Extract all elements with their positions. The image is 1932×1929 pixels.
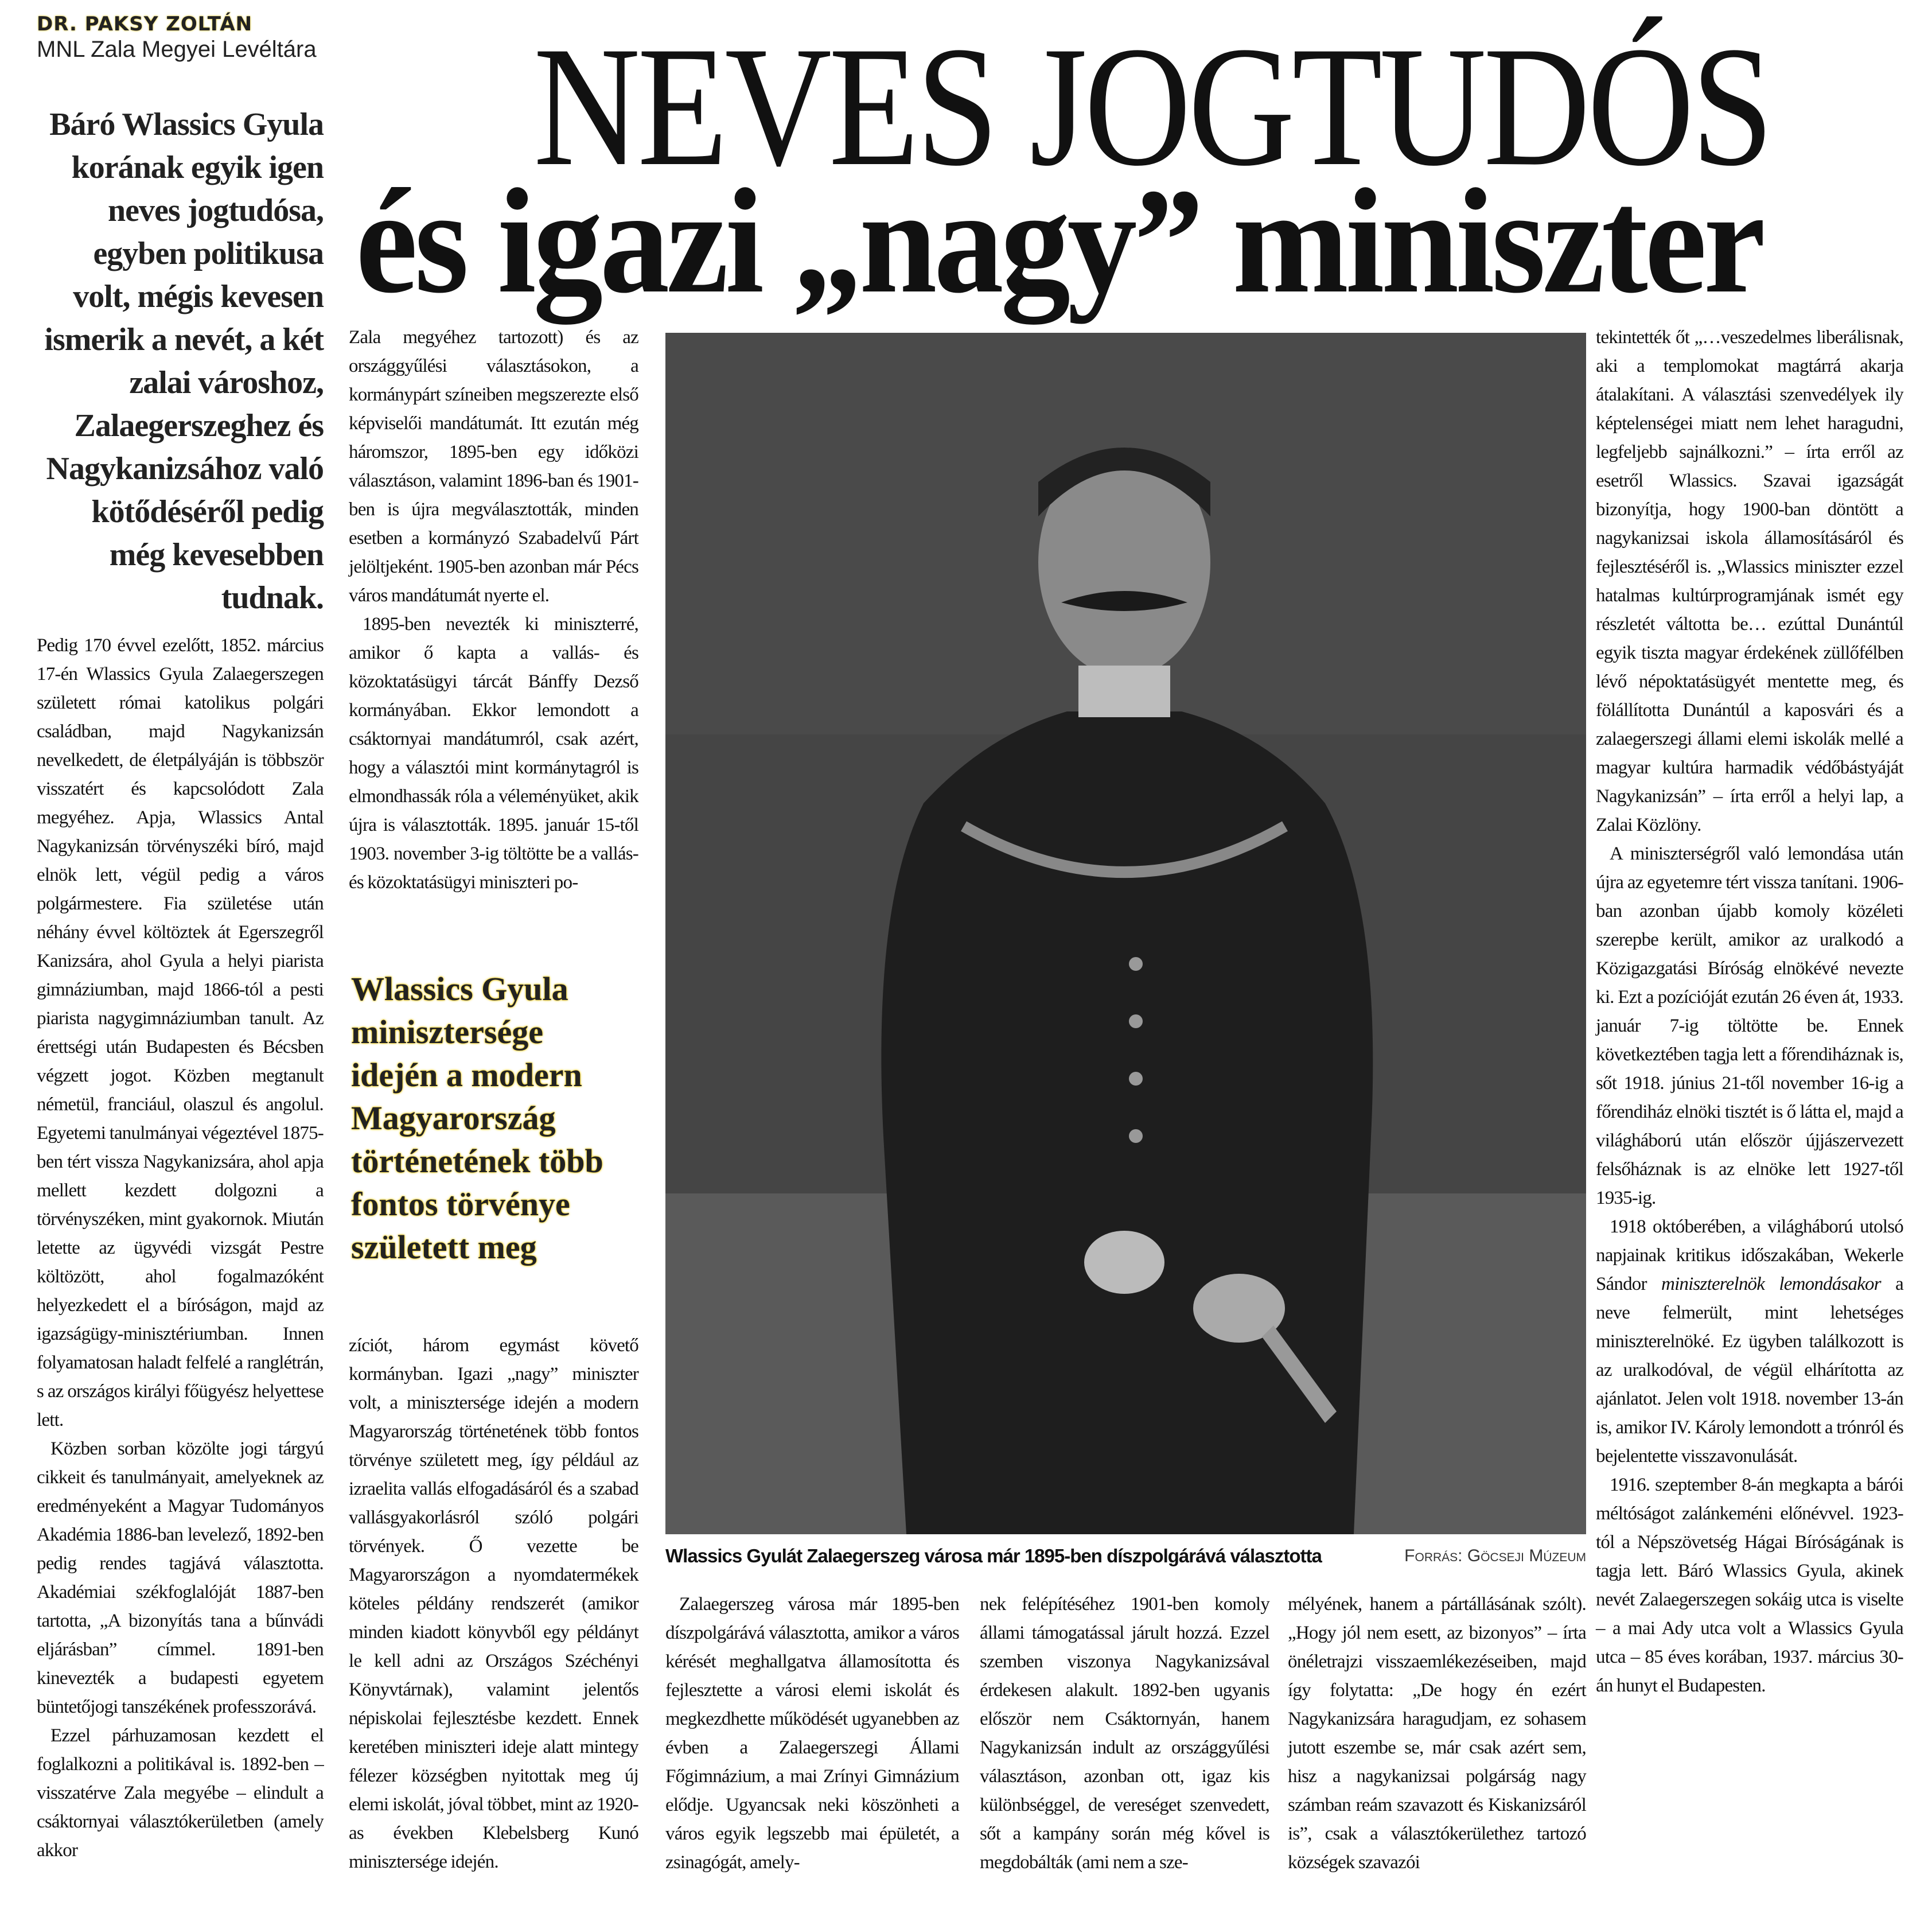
paragraph: tekintették őt „…veszedelmes liberálisnak, aki a templomokat magtárrá akarja átalakítani. A választási szenvedélyek ily képtelenségei miatt nem lehet haragudni, legfeljebb sajnálkozni.” – írta erről az esetről Wlassics. Szavai igazságát bizonyítja, hogy 1900-ban döntött a nagykanizsai iskola államosításáról és fejlesztéséről is. „Wlassics miniszter ezzel hatalmas kultúrprogramjának ismét egy részletét váltotta be… ezúttal Dunántúl egyik tiszta magyar érdekének züllőfélben lévő népoktatásügyét mentette meg, és fölállította Dunántúl a kaposvári és a zalaegerszegi állami elemi iskolák mellé a magyar kultúra harmadik védőbástyáját Nagykanizsán” – írta erről a helyi lap, a Zalai Közlöny. bbox=[1596, 327, 1903, 835]
paragraph: 1895-ben nevezték ki miniszterré, amikor ő kapta a vallás- és közoktatásügyi tárcát Bánffy Dezső kormányában. Ekkor lemondott a csáktornyai mandátumról, csak azért, hogy a választói mint kormánytagról is elmondhassák róla a véleményüket, akik újra is választották. 1895. január 15-től 1903. november 3-ig töltötte be a vallás- és közoktatásügyi miniszteri po- bbox=[349, 614, 638, 893]
column-4 bbox=[980, 1590, 1269, 1877]
column-2-bottom bbox=[349, 1331, 638, 1876]
paragraph: A miniszterségről való lemondása után újra az egyetemre tért vissza tanítani. 1906-ban azonban újabb komoly közéleti szerepbe került, amikor az uralkodó a Közigazgatási Bíróság elnökévé nevezte ki. Ezt a pozícióját ezután 26 éven át, 1933. január 7-ig töltötte be. Ennek következtében tagja lett a főrendiháznak is, sőt 1918. június 21-től november 16-ig a főrendiház elnöki tisztét is ő látta el, majd a világháború után először újjászervezett felsőháznak is az elnöke lett 1927-től 1935-ig. bbox=[1596, 843, 1903, 1208]
column-6 bbox=[1596, 323, 1903, 1700]
column-5 bbox=[1288, 1590, 1586, 1877]
paragraph: 1916. szeptember 8-án megkapta a bárói méltóságot zalánkeméni előnévvel. 1923-tól a Népszövetség Hágai Bíróságának is tagja lett. Báró Wlassics Gyula, akinek nevét Zalaegerszegen sokáig utca is viselte – a mai Ady utca volt a Wlassics Gyula utca – 85 éves korában, 1937. március 30-án hunyt el Budapesten. bbox=[1596, 1475, 1903, 1696]
column-2-top bbox=[349, 323, 638, 897]
portrait-photo bbox=[665, 333, 1586, 1534]
paragraph bbox=[1596, 1212, 1903, 1471]
paragraph: zíciót, három egymást követő kormányban. Igazi „nagy” miniszter volt, a minisztersége idején a modern Magyarország történetének több fontos törvénye született meg, így például az izraelita vallás elfogadásáról és a szabad vallásgyakorlásról szóló polgári törvények. Ő vezette be Magyarországon a nyomdatermékek köteles példány rendszerét (amikor minden kiadott könyvből egy példányt le kell adni az Országos Széchényi Könyvtárnak), valamint jelentős népiskolai fejlesztésbe kezdett. Ennek keretében miniszteri ideje alatt mintegy félezer községben nyitottak meg új elemi iskolát, jóval többet, mint az 1920-as években Klebelsberg Kunó minisztersége idején. bbox=[349, 1335, 638, 1872]
paragraph: Közben sorban közölte jogi tárgyú cikkeit és tanulmányait, amelyeknek az eredményeként a Magyar Tudományos Akadémia 1886-ban levelező, 1892-ben pedig rendes tagjává választotta. Akadémiai székfoglalóját 1887-ben tartotta, „A bizonyítás tana a bűnvádi eljárásban” címmel. 1891-ben kinevezték a budapesti egyetem büntetőjogi tanszékének professzorává. bbox=[37, 1438, 324, 1717]
photo-caption bbox=[665, 1543, 1586, 1569]
column-3 bbox=[665, 1590, 959, 1877]
paragraph: nek felépítéséhez 1901-ben komoly állami támogatással járult hozzá. Ezzel szemben viszonya Nagykanizsával érdekesen alakult. 1892-ben ugyanis először nem Csáktornyán, hanem Nagykanizsán indult az országgyűlési választáson, azonban ott, igaz kis különbséggel, de vereséget szenvedett, sőt a kampány során még kővel is megdobálták (ami nem a sze- bbox=[980, 1594, 1269, 1873]
paragraph: Zalaegerszeg városa már 1895-ben díszpolgárává választotta, amikor a város kérését meghallgatva államosította és fejlesztette a városi elemi iskolát és megkezdhette működését ugyanebben az évben a Zalaegerszegi Állami Főgimnázium, a mai Zrínyi Gimnázium elődje. Ugyancsak neki köszönheti a város egyik legszebb mai épületét, a zsinagógát, amely- bbox=[665, 1594, 959, 1873]
portrait-image bbox=[665, 333, 1586, 1534]
italic-text: miniszterelnök lemondásakor bbox=[1661, 1274, 1881, 1294]
paragraph: Pedig 170 évvel ezelőtt, 1852. március 17-én Wlassics Gyula Zalaegerszegen született római katolikus polgári családban, majd Nagykanizsán nevelkedett, de életpályáján is többször visszatért és kapcsolódott Zala megyéhez. Apja, Wlassics Antal Nagykanizsán törvényszéki bíró, majd elnök lett, végül pedig a város polgármestere. Fia születése után néhány évvel költöztek át Egerszegről Kanizsára, ahol Gyula a helyi piarista gimnáziumban, majd 1866-tól a pesti piarista nagygimnáziumban tanult. Az érettségi után Budapesten és Bécsben végzett jogot. Közben megtanult németül, franciául, olaszul és angolul. Egyetemi tanulmányai végeztével 1875-ben tért vissza Nagykanizsára, ahol apja mellett kezdett dolgozni a törvényszéken, mint gyakornok. Miután letette az ügyvédi vizsgát Pestre költözött, ahol fogalmazóként helyezkedett el a bíróságon, majd az igazságügy-minisztériumban. Innen folyamatosan haladt felfelé a ranglétrán, s az országos királyi főügyész helyettese lett. bbox=[37, 635, 324, 1430]
photo-source: Forrás: Göcseji Múzeum bbox=[1404, 1546, 1586, 1565]
paragraph: Ezzel párhuzamosan kezdett el foglalkozni a politikával is. 1892-ben – visszatérve Zala megyébe – elindult a csáktornyai választókerületben (amely akkor bbox=[37, 1725, 324, 1861]
author-organization: MNL Zala Megyei Levéltára bbox=[37, 37, 317, 62]
headline-line-2: és igazi „nagy” miniszter bbox=[356, 158, 1763, 324]
author-name: DR. PAKSY ZOLTÁN bbox=[37, 13, 253, 36]
paragraph: mélyének, hanem a pártállásának szólt). „Hogy jól nem esett, az bizonyos” – írta önéletrajzi visszaemlékezéseiben, majd így folytatta: „De hogy én ezért Nagykanizsára haragudjam, ez sohasem jutott eszembe se, már csak azért sem, hisz a nagykanizsai polgárság nagy számban reám szavazott és Kiskanizsáról is”, csak a választókerülethez tartozó községek szavazói bbox=[1288, 1594, 1586, 1873]
caption-text: Wlassics Gyulát Zalaegerszeg városa már 1895-ben díszpolgárává választotta bbox=[665, 1545, 1322, 1566]
headline-line-1: NEVES JOGTUDÓS bbox=[533, 11, 1771, 201]
lead-paragraph: Báró Wlassics Gyula korának egyik igen neves jogtudósa, egyben politikusa volt, mégis kevesen ismerik a nevét, a két zalai városhoz, Zalaegerszeghez és Nagykanizsához való kötődéséről pedig még kevesebben tudnak. bbox=[44, 107, 324, 616]
pull-quote: Wlassics Gyula minisztersége idején a modern Magyarország történetének több fontos törvénye született meg bbox=[351, 970, 603, 1266]
text: 1918 októberében, a világháború utolsó napjainak kritikus időszakában, Wekerle Sándor bbox=[1596, 1216, 1903, 1294]
column-1 bbox=[37, 631, 324, 1865]
paragraph: Zala megyéhez tartozott) és az országgyűlési választásokon, a kormánypárt színeiben megszerezte első képviselői mandátumát. Itt ezután még háromszor, 1895-ben egy időközi választáson, valamint 1896-ban és 1901-ben is újra megválasztották, minden esetben a kormányzó Szabadelvű Párt jelöltjeként. 1905-ben azonban már Pécs város mandátumát nyerte el. bbox=[349, 327, 638, 606]
text: a neve felmerült, mint lehetséges miniszterelnöké. Ez ügyben találkozott is az uralkodóval, de végül elhárította az ajánlatot. Jelen volt 1918. november 13-án is, amikor IV. Károly lemondott a trónról és bejelentette visszavonulását. bbox=[1596, 1274, 1903, 1467]
